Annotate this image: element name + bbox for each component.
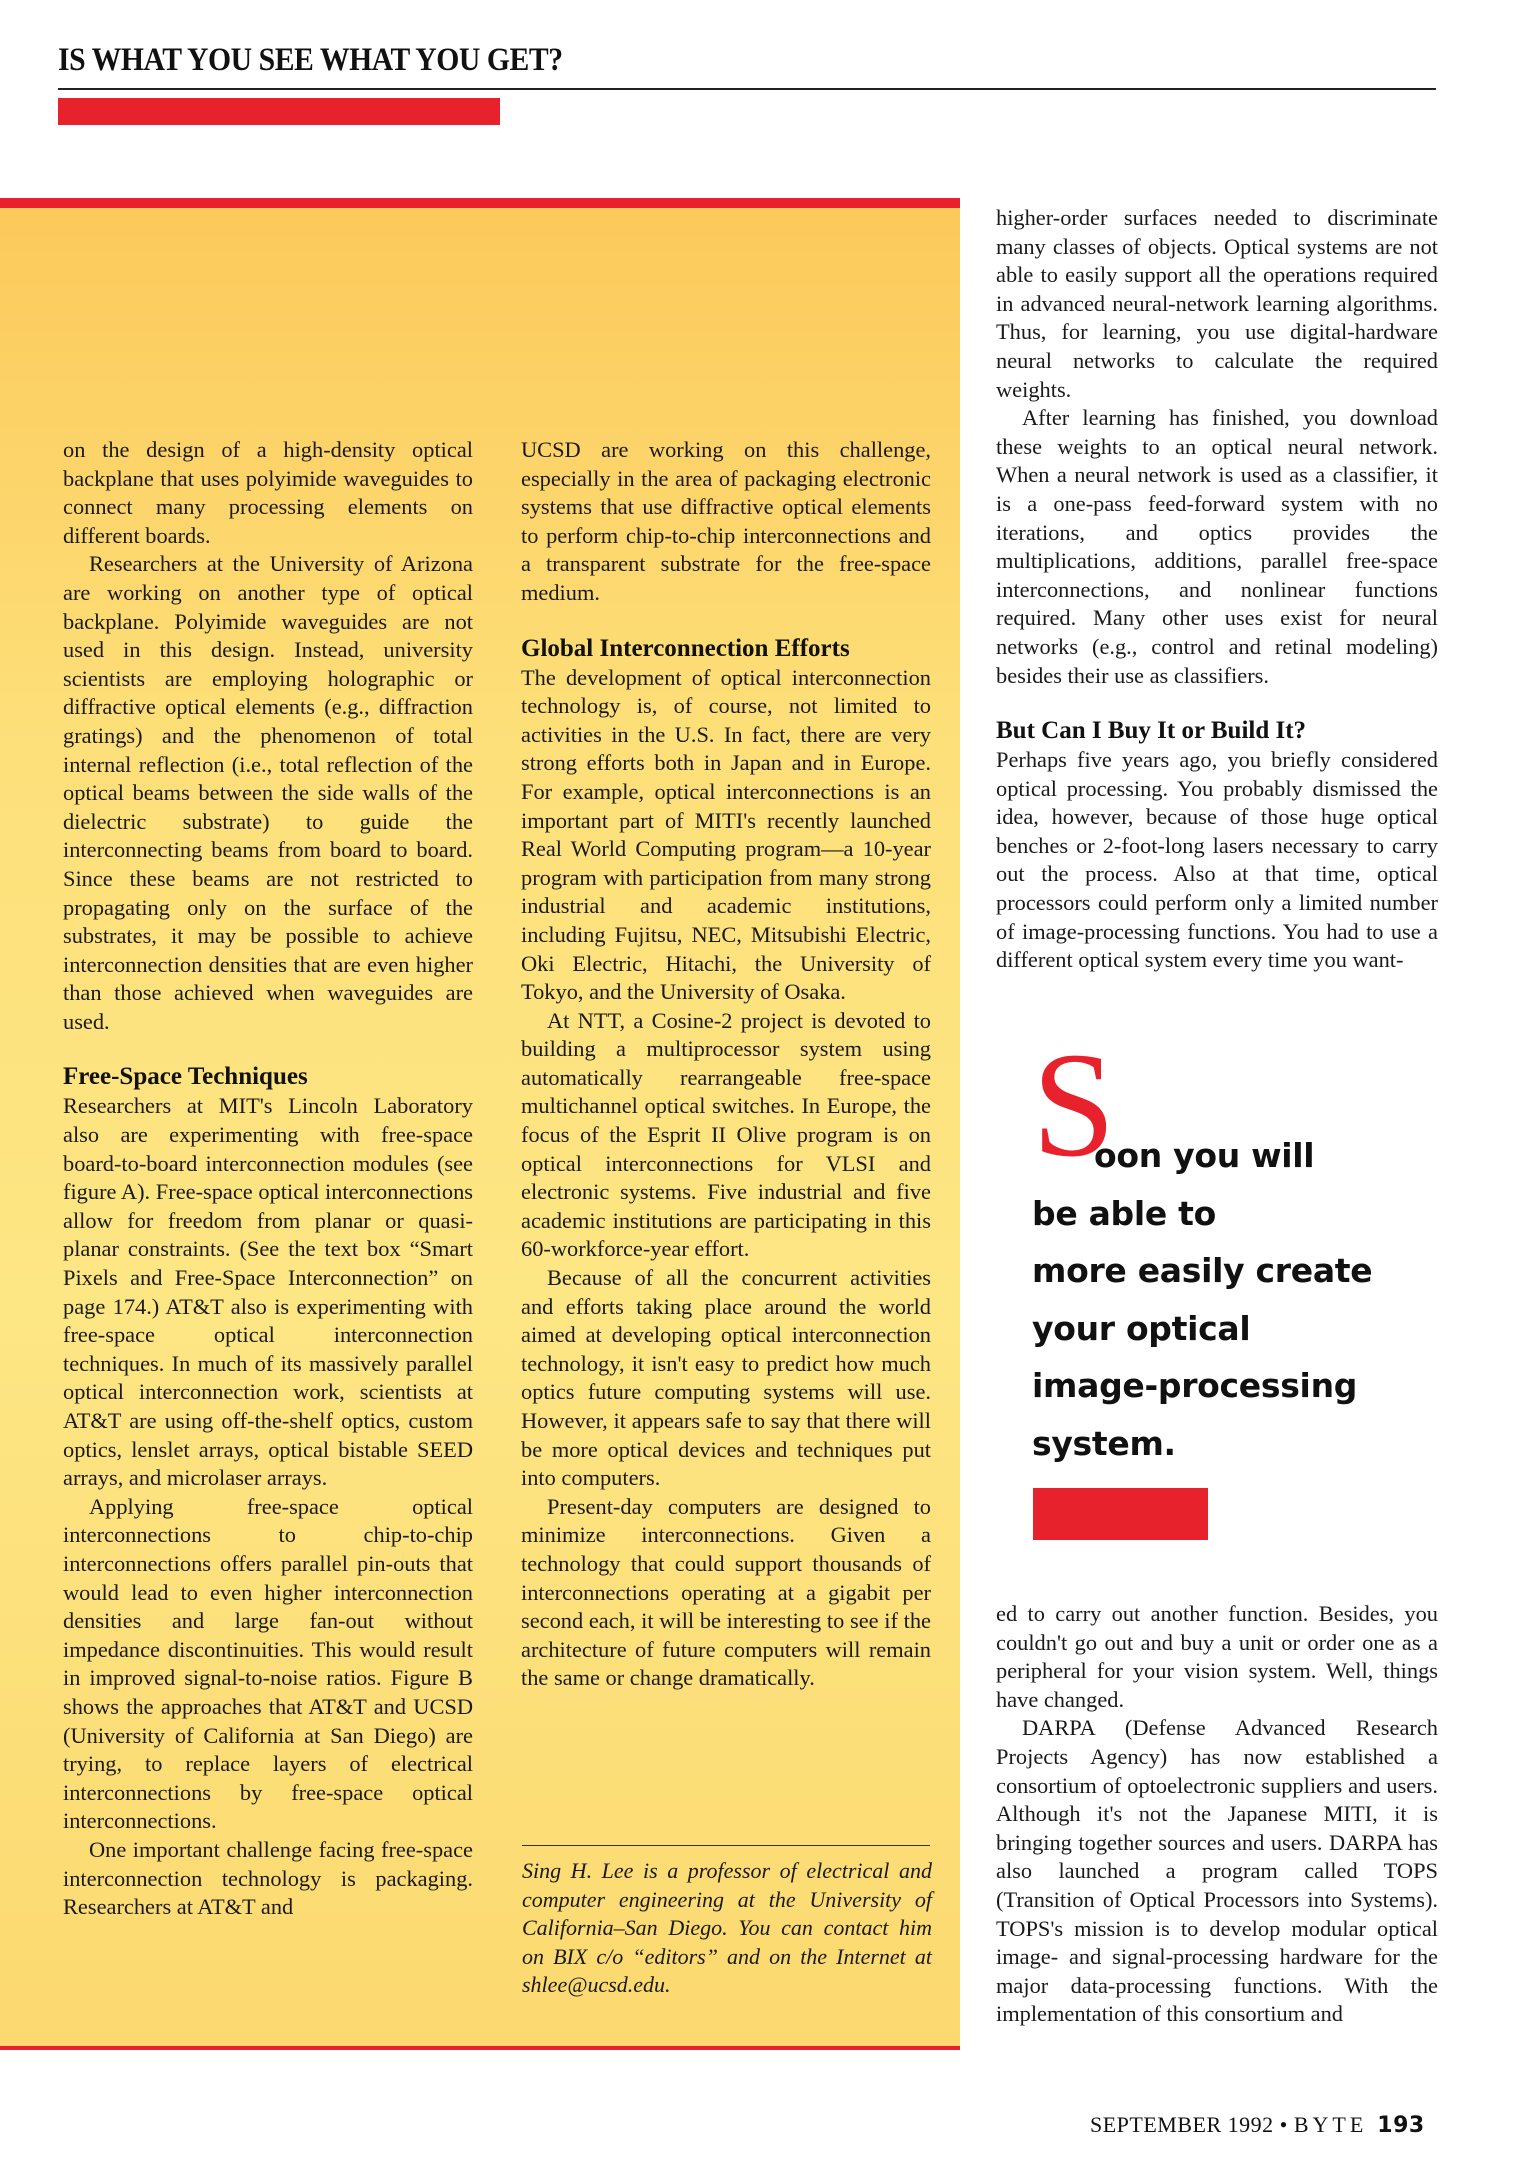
pullquote-line: oon you will xyxy=(1094,1136,1315,1175)
paragraph: The development of optical interconnection technology is, of course, not limited to activities in the U.S. In fact, there are very strong efforts both in Japan and in Europe. For example, optical interconnections is an important part of MITI's recently launched Real World Computing program—a 10-year program with participation from many strong industrial and academic institutions, including Fujitsu, NEC, Mitsubishi Electric, Oki Electric, Hitachi, the University of Tokyo, and the University of Osaka. xyxy=(521,664,931,1005)
paragraph: DARPA (Defense Advanced Research Projects Agency) has now established a consortium of optoelectronic suppliers and users. Although it's not the Japanese MITI, it is bringing together sources and users. DARPA has also launched a program called TOPS (Transition of Optical Processors into Systems). TOPS's mission is to develop modular optical image- and signal-processing hardware for the major data-processing functions. With the implementation of this consortium and xyxy=(996,1715,1438,2027)
sidebar-bottom-rule xyxy=(0,2046,960,2050)
paragraph: UCSD are working on this challenge, especially in the area of packaging electronic systems that use diffractive optical elements to perform chip-to-chip interconnections and a transparent substrate for the free-space medium. xyxy=(521,437,931,605)
sidebar-top-rule xyxy=(0,198,960,208)
paragraph: Because of all the concurrent activities and efforts taking place around the world aimed at developing optical interconnection technology, it isn't easy to predict how much optics future computing systems will use. However, it appears safe to say that there will be more optical devices and techniques put into computers. xyxy=(521,1265,931,1491)
paragraph: ed to carry out another function. Besides, you couldn't go out and buy a unit or order one as a peripheral for your vision system. Well, things have changed. xyxy=(996,1601,1438,1712)
section-heading: But Can I Buy It or Build It? xyxy=(996,717,1307,745)
paragraph: At NTT, a Cosine-2 project is devoted to building a multiprocessor system using automatically rearrangeable free-space multichannel optical switches. In Europe, the focus of the Esprit II Olive program is on optical interconnections for VLSI and electronic systems. Five industrial and five academic institutions are participating in this 60-workforce-year effort. xyxy=(521,1007,931,1262)
paragraph: One important challenge facing free-space interconnection technology is packaging. Researchers at AT&T and xyxy=(63,1836,473,1920)
paragraph: Researchers at MIT's Lincoln Laboratory also are experimenting with free-space board-to-board interconnection modules (see figure A). Free-space optical interconnections allow for freedom from planar or quasi-planar constraints. (See the text box “Smart Pixels and Free-Space Interconnection” on page 174.) AT&T also is experimenting with free-space optical interconnection techniques. In much of its massively parallel optical interconnection work, scientists at AT&T are using off-the-shelf optics, custom optics, lenslet arrays, optical bistable SEED arrays, and microlaser arrays. xyxy=(63,1093,473,1491)
header-accent-bar xyxy=(58,98,500,125)
section-heading: Global Interconnection Efforts xyxy=(521,634,850,662)
pullquote-line: your optical xyxy=(1032,1308,1251,1348)
footer-bullet: • xyxy=(1279,2112,1288,2137)
running-header: IS WHAT YOU SEE WHAT YOU GET? xyxy=(58,42,563,78)
main-column-bottom xyxy=(996,1600,1438,2029)
sidebar-column-1 xyxy=(63,436,473,1922)
pullquote xyxy=(1032,1127,1372,1472)
pullquote-line: more easily create xyxy=(1032,1251,1373,1290)
section-heading: Free-Space Techniques xyxy=(63,1063,308,1091)
paragraph: Applying free-space optical interconnections to chip-to-chip interconnections offers parallel pin-outs that would lead to even higher interconnection densities and large fan-out without impedance discontinuities. This would result in improved signal-to-noise ratios. Figure B shows the approaches that AT&T and UCSD (University of California at San Diego) are trying, to replace layers of electrical interconnections by free-space optical interconnections. xyxy=(63,1493,473,1834)
author-bio: Sing H. Lee is a professor of electrical and computer engineering at the University of California–San Diego. You can contact him on BIX c/o “editors” and on the Internet at shlee@ucsd.edu. xyxy=(522,1858,932,1998)
paragraph: Researchers at the University of Arizona are working on another type of optical backplane. Polyimide waveguides are not used in this design. Instead, university scientists are employing holographic or diffractive optical elements (e.g., diffraction gratings) and the phenomenon of total internal reflection (i.e., total reflection of the optical beams between the side walls of the dielectric substrate) to guide the interconnecting beams from board to board. Since these beams are not restricted to propagating only on the surface of the substrates, it may be possible to achieve interconnection densities that are even higher than those achieved when waveguides are used. xyxy=(63,551,473,1034)
main-column-top xyxy=(996,204,1438,975)
pullquote-line: system. xyxy=(1032,1423,1176,1463)
pullquote-line: be able to xyxy=(1032,1193,1217,1233)
paragraph: Perhaps five years ago, you briefly considered optical processing. You probably dismissed the idea, however, because of those huge optical benches or 2-foot-long lasers necessary to carry out the process. Also at that time, optical processors could perform only a limited number of image-processing functions. You had to use a different optical system every time you want- xyxy=(996,747,1438,973)
bio-divider xyxy=(522,1845,930,1846)
paragraph: After learning has finished, you download these weights to an optical neural network. When a neural network is used as a classifier, it is a one-pass feed-forward system with no iterations, and optics provides the multiplications, additions, parallel free-space interconnections, and nonlinear functions required. Many other uses exist for neural networks (e.g., control and retinal modeling) besides their use as classifiers. xyxy=(996,405,1438,688)
page-footer xyxy=(1090,2112,1425,2138)
page-number: 193 xyxy=(1377,2113,1425,2138)
pullquote-accent-bar xyxy=(1033,1488,1208,1540)
pullquote-line: image-processing xyxy=(1032,1366,1358,1405)
header-rule xyxy=(58,88,1436,90)
paragraph: Present-day computers are designed to minimize interconnections. Given a technology that could support thousands of interconnections operating at a gigabit per second each, it will be interesting to see if the architecture of future computers will remain the same or change dramatically. xyxy=(521,1493,931,1691)
paragraph: on the design of a high-density optical backplane that uses polyimide waveguides to connect many processing elements on different boards. xyxy=(63,437,473,548)
pullquote-drop-cap: S xyxy=(1032,1022,1116,1188)
paragraph: higher-order surfaces needed to discriminate many classes of objects. Optical systems are not able to easily support all the operations required in advanced neural-network learning algorithms. Thus, for learning, you use digital-hardware neural networks to calculate the required weights. xyxy=(996,205,1438,402)
footer-magazine: BYTE xyxy=(1293,2112,1368,2137)
footer-date: SEPTEMBER 1992 xyxy=(1090,2112,1274,2137)
sidebar-column-2 xyxy=(521,436,931,1693)
